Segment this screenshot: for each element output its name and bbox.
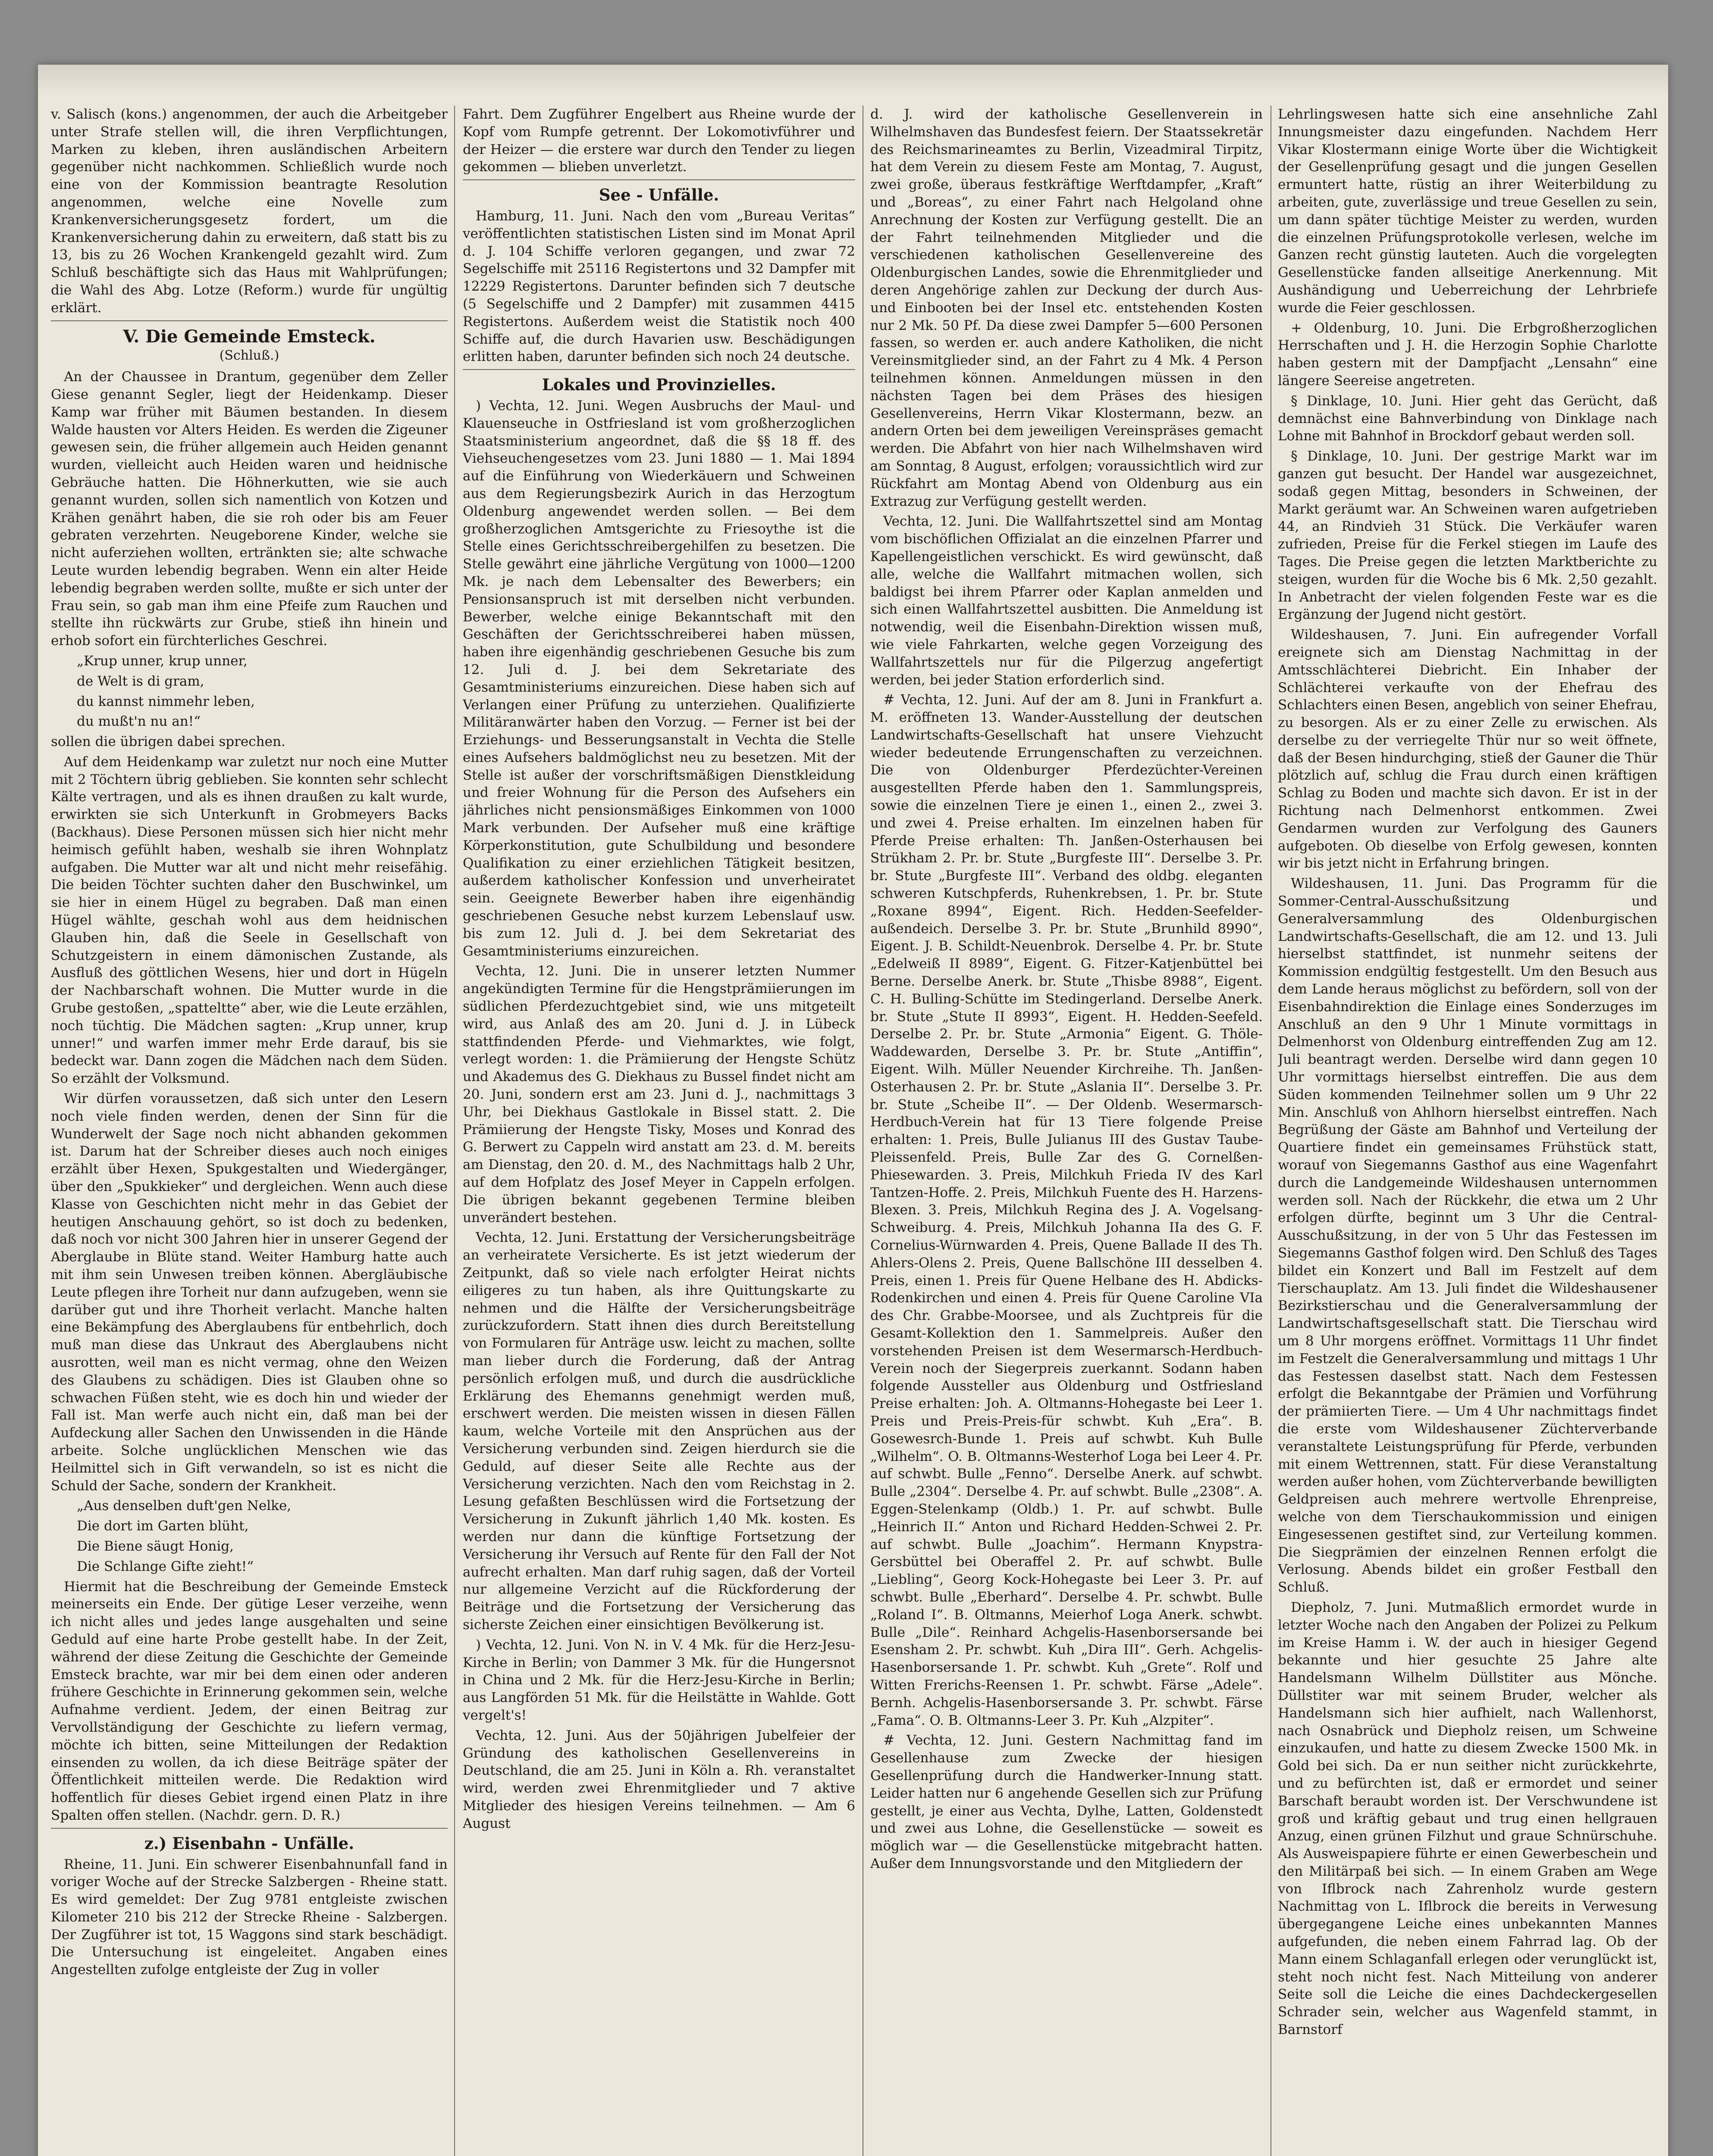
verse-line: Die dort im Garten blüht,: [77, 1518, 249, 1534]
article-text: Vechta, 12. Juni. Die Wallfahrtszettel sind am Montag vom bischöflichen Offizialat an die einzelnen Pfarrer und Kapellengeistlichen verschickt. Es wird gewünscht, daß alle, welche die Wallfahrt mitmachen wollen, sich baldigst bei ihrem Pfarrer oder Kaplan anmelden und sich einen Wallfahrtszettel ausbitten. Die Anmeldung ist notwendig, weil die Eisenbahn-Direktion wissen muß, wie viele Fahrkarten, welche gegen Vorzeigung des Wallfahrtszettels nur für die Pilgerzug angefertigt werden, bei jeder Station erforderlich sind.: [870, 514, 1263, 688]
article-text: + Oldenburg, 10. Juni. Die Erbgroßherzoglichen Herrschaften und J. H. die Herzogin Sophie Charlotte haben gestern mit der Dampfjacht „Lensahn“ eine längere Seereise angetreten.: [1278, 320, 1657, 389]
article-text: d. J. wird der katholische Gesellenverein in Wilhelmshaven das Bundesfest feiern. Der Staatssekretär des Reichsmarineamtes zu Berlin, Vizeadmiral Tirpitz, hat dem Verein zu diesem Feste am Montag, 7. August, zwei große, überaus festkräftige Werftdampfer, „Kraft“ und „Boreas“, zu einer Fahrt nach Helgoland ohne Anrechnung der Kosten zur Verfügung gestellt. Die an der Fahrt teilnehmenden Mitglieder und die verschiedenen katholischen Gesellenvereine des Oldenburgischen Landes, sowie die Ehrenmitglieder und deren Angehörige zahlen zur Deckung der durch Aus- und Einbooten bei der Insel etc. entstehenden Kosten nur 2 Mk. 50 Pf. Da diese zwei Dampfer 5—600 Personen fassen, so werden er. auch andere Katholiken, die nicht Vereinsmitglieder sind, an der Fahrt zu 4 Mk. 4 Person teilnehmen können. Anmeldungen müssen in den nächsten Tagen bei dem Präses des hiesigen Gesellenvereins, Herrn Vikar Klostermann, bezw. an andern Orten bei dem jeweiligen Vereinspräses gemacht werden. Die Abfahrt von hier nach Wilhelmshaven wird am Sonntag, 8 August, erfolgen; voraussichtlich wird zur Rückfahrt am Montag Abend von Oldenburg aus ein Extrazug zur Verfügung gestellt werden.: [870, 107, 1263, 509]
verse-line: de Welt is di gram,: [77, 673, 204, 689]
article-text: # Vechta, 12. Juni. Auf der am 8. Juni in Frankfurt a. M. eröffneten 13. Wander-Ausstellung der deutschen Landwirtschafts-Gesellschaft hat unsere Viehzucht wieder bedeutende Errungenschaften zu verzeichnen. Die von Oldenburger Pferdezüchter-Vereinen ausgestellten Pferde haben den 1. Sammlungspreis, sowie die einzelnen Tiere je einen 1., einen 2., zwei 3. und zwei 4. Preise erhalten. Im einzelnen haben für Pferde Preise erhalten: Th. Janßen-Osterhausen bei Strükham 2. Pr. br. Stute „Burgfeste III“. Derselbe 3. Pr. br. Stute „Burgfeste III“. Verband des oldbg. eleganten schweren Kutschpferds, Ruhenkrebsen, 1. Pr. br. Stute „Roxane 8994“, Eigent. Rich. Hedden-Seefelder-außendeich. Derselbe 3. Pr. br. Stute „Brunhild 8990“, Eigent. J. B. Schildt-Neuenbrok. Derselbe 4. Pr. br. Stute „Edelweiß II 8989“, Eigent. G. Fitzer-Katjenbüttel bei Berne. Derselbe Anerk. br. Stute „Thisbe 8988“, Eigent. C. H. Bulling-Schütte im Stedingerland. Derselbe Anerk. br. Stute „Stute II 8993“, Eigent. H. Hedden-Seefeld. Derselbe 2. Pr. br. Stute „Armonia“ Eigent. G. Thöle-Waddewarden, Derselbe 3. Pr. br. Stute „Antiffin“, Eigent. Wilh. Müller Neuender Kirchreihe. Th. Janßen-Osterhausen 2. Pr. br. Stute „Aslania II“. Derselbe 3. Pr. br. Stute „Scheibe II“. — Der Oldenb. Wesermarsch-Herdbuch-Verein hat für 13 Tiere folgende Preise erhalten: 1. Preis, Bulle Julianus III des Gustav Taube-Pleissenfeld. Preis, Bulle Zar des G. Cornelßen-Phiesewarden. 3. Preis, Milchkuh Frieda IV des Karl Tantzen-Hoffe. 2. Preis, Milchkuh Fuente des H. Harzens-Blexen. 3. Preis, Milchkuh Regina des J. A. Vogelsang-Schweiburg. 4. Preis, Milchkuh Johanna IIa des G. F. Cornelius-Würnwarden 4. Preis, Quene Ballade II des Th. Ahlers-Olens 2. Preis, Quene Ballschöne III desselben 4. Preis, einen 1. Preis für Quene Helbane des H. Abdicks-Rodenkirchen und einen 4. Preis für Quene Caroline VIa des Chr. Grabbe-Moorsee, und als Zuchtpreis für die Gesamt-Kollektion den 1. Sammelpreis. Außer den vorstehenden Preisen ist dem Wesermarsch-Herdbuch-Verein noch der Siegerpreis zuerkannt. Sodann haben folgende Aussteller aus Oldenburg und Ostfriesland Preise erhalten: Joh. A. Oltmanns-Hohegaste bei Leer 1. Preis und Preis-Preis-für schwbt. Kuh „Era“. B. Gosewesrch-Bunde 1. Preis auf schwbt. Kuh Bulle „Wilhelm“. O. B. Oltmanns-Westerhof Loga bei Leer 4. Pr. auf schwbt. Bulle „Fenno“. Derselbe Anerk. auf schwbt. Bulle „2304“. Derselbe 4. Pr. auf schwbt. Bulle „2308“. A. Eggen-Stelenkamp (Oldb.) 1. Pr. auf schwbt. Bulle „Heinrich II.“ Anton und Richard Hedden-Schwei 2. Pr. auf schwbt. Bulle „Joachim“. Hermann Knypstra-Gersbüttel bei Oberaffel 2. Pr. auf schwbt. Bulle „Liebling“, Georg Kock-Hohegaste bei Leer 3. Pr. auf schwbt. Bulle „Eberhard“. Derselbe 4. Pr. schwbt. Bulle „Roland I“. B. Oltmanns, Meierhof Loga Anerk. schwbt. Bulle „Dile“. Reinhard Achgelis-Hasenborsersande bei Esensham 2. Pr. schwbt. Kuh „Dira III“. Gerh. Achgelis-Hasenborsersande 1. Pr. schwbt. Kuh „Grete“. Rolf und Witten Frerichs-Reensen 1. Pr. schwbt. Färse „Adele“. Bernh. Achgelis-Hasenborsersande 3. Pr. schwbt. Färse „Fama“. O. B. Oltmanns-Leer 3. Pr. Kuh „Alzpiter“.: [870, 692, 1263, 1728]
section-heading: See - Unfälle.: [599, 185, 719, 205]
article-text: Wir dürfen voraussetzen, daß sich unter den Lesern noch viele finden werden, denen der Sinn für die Wunderwelt der Sage noch nicht abhanden gekommen ist. Darum hat der Schreiber dieses auch noch einiges erzählt über Hexen, Spukgestalten und Wiedergänger, über den „Spukkieker“ und dergleichen. Wenn auch diese Klasse von Geschichten nicht mehr in das Gebiet der heutigen Anschauung gehört, so ist doch zu bedenken, daß noch vor nicht 300 Jahren hier in unserer Gegend der Aberglaube in Blüte stand. Weiter Hamburg hatte auch mit ihm sein Unwesen treiben können. Abergläubische Leute pflegen ihre Torheit nur dann aufzugeben, wenn sie darüber gut und ihre Thorheit verlacht. Manche halten eine Bekämpfung des Aberglaubens für entbehrlich, doch muß man diese das Unkraut des Aberglaubens nicht ausrotten, weil man es nicht vermag, ohne den Weizen des Glaubens zu schädigen. Dies ist Glauben ohne so schwachen Füßen steht, wie es doch hin und wieder der Fall ist. Man werfe auch nicht ein, daß man bei der Aufdeckung aller Sachen den Unwissenden in die Hände arbeite. Solche unglücklichen Menschen wie das Heilmittel sich in Gift verwandeln, so ist es nicht die Schuld der Sache, sondern der Krankheit.: [51, 1091, 448, 1494]
article-text: Vechta, 12. Juni. Erstattung der Versicherungsbeiträge an verheiratete Versicherte. Es ist jetzt wiederum der Zeitpunkt, daß so viele nach erfolgter Heirat nichts eiligeres zu tun haben, als ihre Quittungskarte zu nehmen und die Hälfte der Versicherungsbeiträge zurückzufordern. Statt ihnen dies durch Bereitstellung von Formularen für Anträge usw. leicht zu machen, sollte man lieber durch die Forderung, daß der Antrag persönlich erfolgen muß, und durch die ausdrückliche Erklärung des Ehemanns genehmigt werden muß, erschwert werden. Die meisten wissen in diesen Fällen kaum, welche Vorteile mit den Ansprüchen aus der Versicherung verbunden sind. Zeigen hierdurch sie die Geduld, auf dieser Seite alle Rechte aus der Versicherung verzichten. Nach den vom Reichstag in 2. Lesung gefaßten Beschlüssen wird die Fortsetzung der Versicherung in Zukunft jährlich 1,40 Mk. kosten. Es werden nur dann die künftige Fortsetzung der Versicherung ihr Versuch auf Rente für den Fall der Not aufrecht erhalten. Man darf ruhig sagen, daß der Vorteil nur allgemeine Verzicht auf die Rückforderung der Beiträge und die Fortsetzung der Versicherung das sicherste Zeichen einer einsichtigen Bevölkerung ist.: [463, 1230, 855, 1633]
verse-line: du kannst nimmehr leben,: [77, 693, 255, 709]
article-text: An der Chaussee in Drantum, gegenüber dem Zeller Giese genannt Segler, liegt der Heidenkamp. Dieser Kamp war früher mit Bäumen bestanden. In diesem Walde hausten vor Alters Heiden. Es werden die Zigeuner gewesen sein, die früher allgemein auch Heiden genannt wurden, vielleicht auch Heiden waren und heidnische Gebräuche hatten. Die Höhnerkutten, wie sie auch genannt wurden, sollen sich namentlich von Kotzen und Krähen genährt haben, die sie roh oder bis am Feuer gebraten verzehrten. Neugeborene Kinder, welche sie nicht auferziehen wollten, ertränkten sie; alte schwache Leute wurden lebendig begraben. Wenn ein alter Heide lebendig begraben werden sollte, mußte er sich unter der Frau sein, so gab man ihm eine Pfeife zum Rauchen und stellte ihn rückwärts zur Grube, stieß ihn hinein und erhob sofort ein fürchterliches Geschrei.: [51, 369, 448, 649]
article-text: Auf dem Heidenkamp war zuletzt nur noch eine Mutter mit 2 Töchtern übrig geblieben. Sie konnten sehr schlecht Kälte vertragen, und als es ihnen draußen zu kalt wurde, erwirkten sie sich Unterkunft in Grobmeyers Backs (Backhaus). Diese Personen müssen sich hier nicht mehr heimisch gefühlt haben, weshalb sie ihren Wohnplatz aufgaben. Die Mutter war alt und nicht mehr reisefähig. Die beiden Töchter suchten daher den Buschwinkel, um sie hier in einem Hügel zu begraben. Daß man einen Hügel wählte, geschah wohl aus dem heidnischen Glauben hin, daß die Seele in Gesellschaft von Schutzgeistern in einem dämonischen Zustande, als Ausfluß des göttlichen Wesens, hier und dort in Hügeln der Nachbarschaft wohnen. Die Mutter wurde in die Grube gestoßen, „spatteltte“ aber, wie die Leute erzählen, noch tüchtig. Die Mädchen sagten: „Krup unner, krup unner!“ und warfen immer mehr Erde darauf, bis sie bedeckt war. Dann zogen die Mädchen nach dem Süden. So erzählt der Volksmund.: [51, 754, 448, 1087]
divider: [463, 369, 855, 370]
verse-line: „Krup unner, krup unner,: [77, 653, 248, 669]
column-1: [51, 106, 448, 2156]
divider: [51, 1828, 448, 1829]
section-heading: V. Die Gemeinde Emsteck.: [123, 326, 376, 347]
article-text: Vechta, 12. Juni. Die in unserer letzten Nummer angekündigten Termine für die Hengstprämiierungen im südlichen Pferdezuchtgebiet sind, wie uns mitgeteilt wird, aus Anlaß des am 20. Juni d. J. in Lübeck stattfindenden Pferde- und Viehmarktes, wie folgt, verlegt worden: 1. die Prämiierung der Hengste Schütz und Akademus des G. Diekhaus zu Bussel findet nicht am 20. Juni, sondern erst am 23. Juni d. J., nachmittags 3 Uhr, bei Diekhaus Gastlokale in Bissel statt. 2. Die Prämiierung der Hengste Tisky, Moses und Konrad des G. Berwert zu Cappeln wird anstatt am 23. d. M. bereits am Dienstag, den 20. d. M., des Nachmittags halb 2 Uhr, auf dem Hofplatz des Josef Meyer in Cappeln erfolgen. Die übrigen bekannt gegebenen Termine bleiben unverändert bestehen.: [463, 963, 855, 1225]
article-text: ) Vechta, 12. Juni. Wegen Ausbruchs der Maul- und Klauenseuche in Ostfriesland ist vom großherzoglichen Staatsministerium angeordnet, daß die §§ 18 ff. des Viehseuchengesetzes vom 23. Juni 1880 — 1. Mai 1894 auf die Einführung von Wiederkäuern und Schweinen aus dem Regierungsbezirk Aurich in das Herzogtum Oldenburg angewendet werden sollen. — Bei dem großherzoglichen Amtsgerichte zu Friesoythe ist die Stelle eines Gerichtsschreibergehilfen zu besetzen. Die Stelle gewährt eine jährliche Vergütung von 1000—1200 Mk. je nach dem Lebensalter des Bewerbers; ein Pensionsanspruch ist mit derselben nicht verbunden. Bewerber, welche einige Bekanntschaft mit den Geschäften der Gerichtsschreiberei haben müssen, haben ihre eigenhändig geschriebenen Gesuche bis zum 12. Juli d. J. bei dem Sekretariate des Gesamtministeriums einzureichen. Diese haben sich auf Verlangen einer Prüfung zu unterziehen. Qualifizierte Militäranwärter haben den Vorzug. — Ferner ist bei der Erziehungs- und Besserungsanstalt in Vechta die Stelle eines Aufsehers baldmöglichst neu zu besetzen. Mit der Stelle ist außer der vorschriftsmäßigen Dienstkleidung und freier Wohnung für die Person des Aufsehers ein jährliches nicht pensionsmäßiges Einkommen von 1000 Mark verbunden. Der Aufseher muß eine kräftige Körperkonstitution, gute Schulbildung und besondere Qualifikation zu einer erziehlichen Tätigkeit besitzen, außerdem katholischer Konfession und unverheiratet sein. Geeignete Bewerber haben ihre eigenhändig geschriebenen Gesuche nebst kurzem Lebenslauf usw. bis zum 12. Juli d. J. bei dem Sekretariat des Gesamtministeriums einzureichen.: [463, 398, 855, 959]
column-2: [463, 106, 855, 2156]
article-text: § Dinklage, 10. Juni. Der gestrige Markt war im ganzen gut besucht. Der Handel war ausgezeichnet, sodaß gegen Mittag, besonders in Schweinen, der Markt geräumt war. An Schweinen waren aufgetrieben 44, an Rindvieh 31 Stück. Die Verkäufer waren zufrieden, Preise für die Ferkel stiegen im Laufe des Tages. Die Preise gegen die letzten Marktberichte zu steigen, wurden für die Woche bis 6 Mk. 2,50 gezahlt. In Anbetracht der vielen folgenden Feste war es die Ergänzung der Jugend nicht gestört.: [1278, 448, 1657, 623]
page-top-edge: [38, 65, 1668, 97]
verse-line: Die Biene säugt Honig,: [77, 1538, 234, 1554]
article-text: sollen die übrigen dabei sprechen.: [51, 734, 286, 750]
article-text: # Vechta, 12. Juni. Gestern Nachmittag fand im Gesellenhause zum Zwecke der hiesigen Gesellenprüfung durch die Handwerker-Innung statt. Leider hatten nur 6 angehende Gesellen sich zur Prüfung gestellt, je einer aus Vechta, Dylhe, Latten, Goldenstedt und zwei aus Lohne, die Gesellenstücke — soweit es möglich war — die Gesellenstücke mitgebracht hatten. Außer dem Innungsvorstande und den Mitgliedern der: [870, 1733, 1263, 1871]
article-text: Wildeshausen, 11. Juni. Das Programm für die Sommer-Central-Ausschußsitzung und Generalversammlung des Oldenburgischen Landwirtschafts-Gesellschaft, die am 12. und 13. Juli hierselbst stattfindet, ist nunmehr seitens der Kommission endgültig festgestellt. Um den Besuch aus dem Lande heraus möglichst zu befördern, soll von der Eisenbahndirektion die Einlage eines Sonderzuges im Anschluß an den 9 Uhr 1 Minute vormittags in Delmenhorst von Oldenburg eintreffenden Zug am 12. Juli beantragt werden. Derselbe wird dann gegen 10 Uhr vormittags hierselbst eintreffen. Die aus dem Süden kommenden Teilnehmer sollen um 9 Uhr 22 Min. Anschluß von Ahlhorn hierselbst eintreffen. Nach Begrüßung der Gäste am Bahnhof und Verteilung der Quartiere findet ein gemeinsames Frühstück statt, worauf von Siegemanns Gasthof aus eine Wagenfahrt durch die Landgemeinde Wildeshausen unternommen werden soll. Nach der Rückkehr, die etwa um 2 Uhr erfolgen dürfte, beginnt um 3 Uhr die Central-Ausschußsitzung, in der von 5 Uhr das Festessen im Siegemanns Gasthof folgen wird. Den Schluß des Tages bildet ein Konzert und Ball im Festzelt auf dem Tierschauplatz. Am 13. Juli findet die Wildeshausener Bezirkstierschau und die Generalversammlung der Landwirtschaftsgesellschaft statt. Die Tierschau wird um 8 Uhr morgens eröffnet. Vormittags 11 Uhr findet im Festzelt die Generalversammlung und mittags 1 Uhr das Festessen daselbst statt. Nach dem Festessen erfolgt die Bekanntgabe der Prämien und Vorführung der prämiierten Tiere. — Um 4 Uhr nachmittags findet die erste vom Wildeshausener Züchterverbande veranstaltete Leistungsprüfung für Pferde, verbunden mit einem Wettrennen, statt. Für diese Veranstaltung werden außer hohen, vom Züchterverbande bewilligten Geldpreisen auch mehrere wertvolle Ehrenpreise, welche von dem Tierschaukommission und einigen Eingesessenen gestiftet sind, zur Verteilung kommen. Die Siegprämien der einzelnen Rennen erfolgt die Verlosung. Abends bildet ein großer Festball den Schluß.: [1278, 876, 1657, 1595]
verse-line: du mußt'n nu an!“: [77, 714, 201, 730]
newspaper-page: [38, 65, 1668, 2156]
article-text: Fahrt. Dem Zugführer Engelbert aus Rheine wurde der Kopf vom Rumpfe getrennt. Der Lokomotivführer und der Heizer — die erstere war durch den Tender zu liegen gekommen — blieben unverletzt.: [463, 107, 855, 175]
section-subheading: (Schluß.): [219, 348, 279, 364]
article-text: Rheine, 11. Juni. Ein schwerer Eisenbahnunfall fand in voriger Woche auf der Strecke Salzbergen - Rheine statt. Es wird gemeldet: Der Zug 9781 entgleiste zwischen Kilometer 210 bis 212 der Strecke Rheine - Salzbergen. Der Zugführer ist tot, 15 Waggons sind stark beschädigt. Die Untersuchung ist eingeleitet. Angaben eines Angestellten zufolge entgleiste der Zug in voller: [51, 1856, 448, 1978]
article-text: Diepholz, 7. Juni. Mutmaßlich ermordet wurde in letzter Woche nach den Angaben der Polizei zu Pelkum im Kreise Hamm i. W. der auch in hiesiger Gegend bekannte und hier gesuchte 25 Jahre alte Handelsmann Wilhelm Düllstiter aus Mönche. Düllstiter war mit seinem Bruder, welcher als Handelsmann sich hier aufhielt, nach Wallenhorst, nach Osnabrück und Diepholz reisen, um Schweine einzukaufen, und hatte zu diesem Zwecke 1500 Mk. in Gold bei sich. Da er nun seither nicht zurückkehrte, und zu befürchten ist, daß er ermordet und seiner Barschaft beraubt worden ist. Der Verschwundene ist groß und kräftig gebaut und trug einen hellgrauen Anzug, einen grünen Filzhut und graue Schnürschuhe. Als Ausweispapiere führte er einen Gewerbeschein und den Militärpaß bei sich. — In einem Graben am Wege von Iflbrock nach Zahrenholz wurde gestern Nachmittag von L. Iflbrock die bereits in Verwesung übergegangene Leiche eines unbekannten Mannes aufgefunden, die neben einem Fahrrad lag. Ob der Mann einem Schlaganfall erlegen oder verunglückt ist, steht noch nicht fest. Nach Mitteilung von anderer Seite soll die Leiche die eines Dachdeckergesellen Schrader sein, welcher aus Wagenfeld stammt, in Barnstorf: [1278, 1599, 1657, 2038]
column-3: [870, 106, 1263, 2156]
section-heading: z.) Eisenbahn - Unfälle.: [144, 1833, 355, 1853]
article-text: v. Salisch (kons.) angenommen, der auch die Arbeitgeber unter Strafe stellen will, die ihren Verpflichtungen, Marken zu kleben, ihren ausländischen Arbeitern gegenüber nicht nachkommen. Schließlich wurde noch eine von der Kommission beantragte Resolution angenommen, welche eine Novelle zum Krankenversicherungsgesetz fordert, um die Krankenversicherung dahin zu erweitern, daß statt bis zu 13, bis zu 26 Wochen Krankengeld gezahlt wird. Zum Schluß beschäftigte sich das Haus mit Wahlprüfungen; die Wahl des Abg. Lotze (Reform.) wurde für ungültig erklärt.: [51, 107, 448, 316]
section-heading: Lokales und Provinzielles.: [542, 375, 776, 395]
verse-line: Die Schlange Gifte zieht!“: [77, 1558, 254, 1574]
article-text: Hiermit hat die Beschreibung der Gemeinde Emsteck meinerseits ein Ende. Der gütige Leser verzeihe, wenn ich nicht alles und jedes lange ausgehalten und seine Geduld auf eine harte Probe gestellt habe. In der Zeit, während der diese Zeitung die Geschichte der Gemeinde Emsteck brachte, war mir bei dem einen oder anderen frühere Geschichte in Erinnerung gekommen sein, welche Aufnahme verdient. Jedem, der einen Beitrag zur Vervollständigung der Geschichte zu liefern vermag, möchte ich bitten, seine Mitteilungen der Redaktion einsenden zu wollen, da ich diese Beiträge später der Öffentlichkeit mitteilen werde. Die Redaktion wird hoffentlich für dieses Gebiet irgend einen Platz in ihre Spalten offen stellen. (Nachdr. gern. D. R.): [51, 1579, 448, 1823]
article-text: Wildeshausen, 7. Juni. Ein aufregender Vorfall ereignete sich am Dienstag Nachmittag in der Amtsschlächterei Diebricht. Ein Inhaber der Schlächterei verkaufte von der Ehefrau des Schlachters einen Besen, angeblich von seiner Ehefrau, zu besorgen. Als er zu einer Zelle zu erwischen. Als derselbe zu der verriegelte Thür nur so weit öffnete, daß der Besen hindurchging, stieß der Gauner die Thür plötzlich auf, schlug die Frau durch einen kräftigen Schlag zu Boden und machte sich davon. Er ist in der Richtung nach Delmenhorst entkommen. Zwei Gendarmen wurden zur Verfolgung des Gauners aufgeboten. Ob dieselbe von Erfolg gewesen, konnten wir bis jetzt nicht in Erfahrung bringen.: [1278, 627, 1657, 871]
article-text: Lehrlingswesen hatte sich eine ansehnliche Zahl Innungsmeister dazu eingefunden. Nachdem Herr Vikar Klostermann einige Worte über die Wichtigkeit der Gesellenprüfung gesagt und die jungen Gesellen ermuntert hatte, rüstig an ihrer Weiterbildung zu arbeiten, gute, zuverlässige und treue Gesellen zu sein, um dann später tüchtige Meister zu werden, wurden die einzelnen Prüfungsprotokolle verlesen, welche im Ganzen recht günstig lauteten. Auch die vorgelegten Gesellenstücke fanden allseitige Anerkennung. Mit Aushändigung und Ueberreichung der Lehrbriefe wurde die Feier geschlossen.: [1278, 107, 1657, 316]
verse-line: „Aus denselben duft'gen Nelke,: [77, 1498, 292, 1514]
column-rule: [454, 106, 455, 2156]
column-4: [1278, 106, 1657, 2156]
article-text: § Dinklage, 10. Juni. Hier geht das Gerücht, daß demnächst eine Bahnverbindung von Dinklage nach Lohne mit Bahnhof in Brockdorf gebaut werden soll.: [1278, 393, 1657, 444]
article-text: ) Vechta, 12. Juni. Von N. in V. 4 Mk. für die Herz-Jesu-Kirche in Berlin; von Dammer 3 Mk. für die Hungersnot in China und 2 Mk. für die Herz-Jesu-Kirche in Berlin; aus Langförden 51 Mk. für die Heilstätte in Wahlde. Gott vergelt's!: [463, 1637, 855, 1723]
article-text: Hamburg, 11. Juni. Nach den vom „Bureau Veritas“ veröffentlichten statistischen Listen sind im Monat April d. J. 104 Schiffe verloren gegangen, und zwar 72 Segelschiffe mit 25116 Registertons und 32 Dampfer mit 12229 Registertons. Darunter befinden sich 7 deutsche (5 Segelschiffe und 2 Dampfer) mit zusammen 4415 Registertons. Außerdem weist die Statistik noch 400 Schiffe auf, die durch Havarien usw. Beschädigungen erlitten haben, darunter befinden sich noch 24 deutsche.: [463, 208, 855, 365]
article-text: Vechta, 12. Juni. Aus der 50jährigen Jubelfeier der Gründung des katholischen Gesellenvereins in Deutschland, die am 25. Juni in Köln a. Rh. veranstaltet wird, werden zwei Ehrenmitglieder und 7 aktive Mitglieder des hiesigen Vereins teilnehmen. — Am 6 August: [463, 1727, 855, 1831]
divider: [51, 320, 448, 321]
divider: [463, 179, 855, 180]
